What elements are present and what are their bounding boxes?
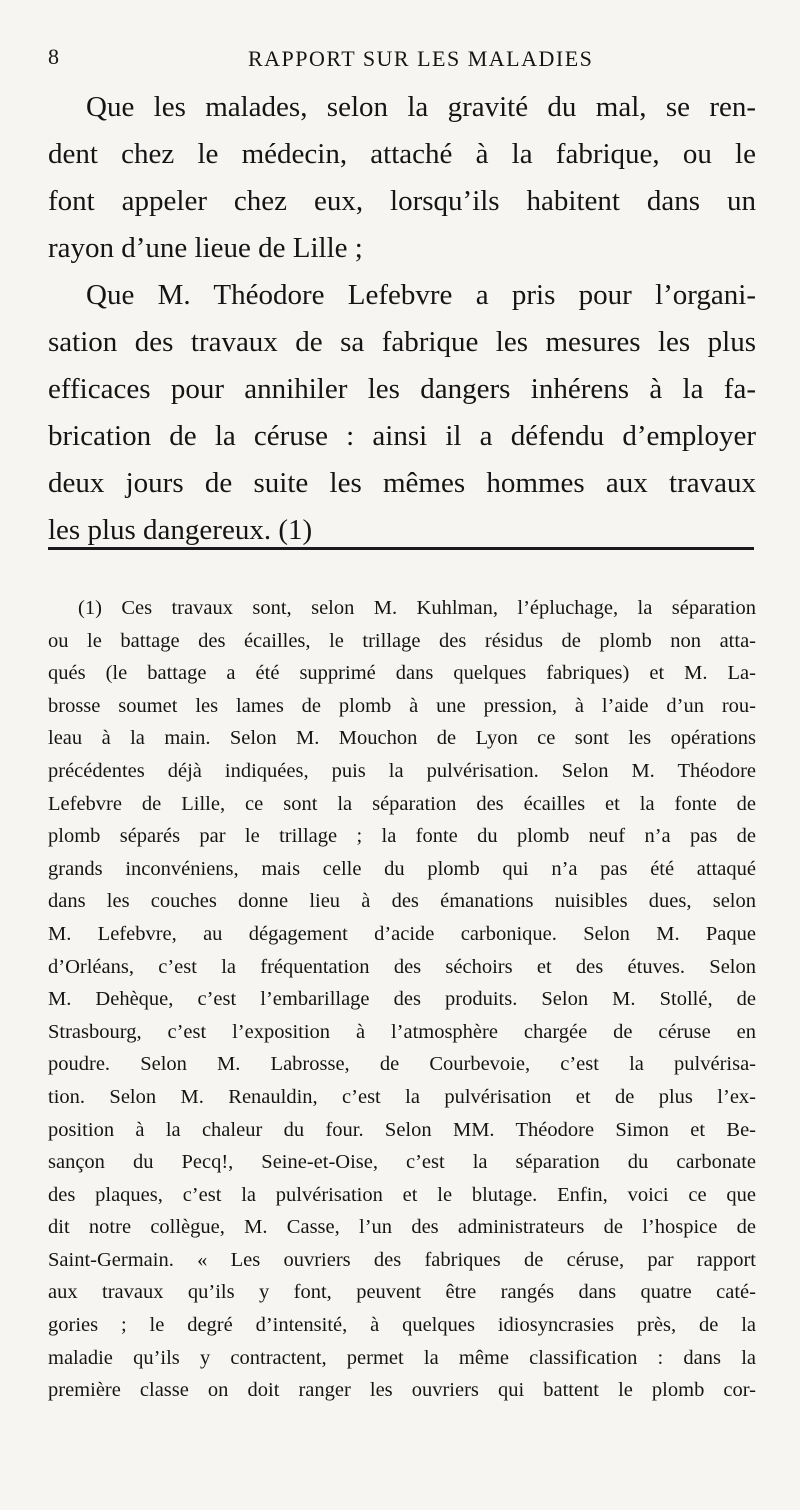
- footnote-line: qués (le battage a été supprimé dans quelques fabriques) et M. La-: [48, 662, 756, 685]
- footnote-separator-rule: [48, 547, 754, 550]
- main-text-line: Que M. Théodore Lefebvre a pris pour l’organi-: [86, 279, 756, 311]
- footnote-line: dans les couches donne lieu à des émanations nuisibles dues, selon: [48, 890, 756, 913]
- main-text-line: les plus dangereux. (1): [48, 514, 313, 546]
- running-head: RAPPORT SUR LES MALADIES: [248, 46, 594, 71]
- footnote-line: Strasbourg, c’est l’exposition à l’atmosphère chargée de céruse en: [48, 1020, 756, 1043]
- footnote: [48, 592, 756, 1407]
- footnote-line: M. Dehèque, c’est l’embarillage des produits. Selon M. Stollé, de: [48, 988, 756, 1011]
- footnote-line: grands inconvéniens, mais celle du plomb qui n’a pas été attaqué: [48, 857, 756, 880]
- page-header: [48, 44, 758, 76]
- main-text-line: font appeler chez eux, lorsqu’ils habitent dans un: [48, 185, 756, 217]
- footnote-line: maladie qu’ils y contractent, permet la même classification : dans la: [48, 1346, 756, 1369]
- main-text-line: brication de la céruse : ainsi il a défendu d’employer: [48, 420, 756, 452]
- main-text-line: rayon d’une lieue de Lille ;: [48, 232, 363, 264]
- footnote-line: des plaques, c’est la pulvérisation et le blutage. Enfin, voici ce que: [48, 1183, 756, 1206]
- footnote-line: position à la chaleur du four. Selon MM. Théodore Simon et Be-: [48, 1118, 756, 1141]
- main-text-line: efficaces pour annihiler les dangers inhérens à la fa-: [48, 373, 756, 405]
- footnote-line: ou le battage des écailles, le trillage des résidus de plomb non atta-: [48, 629, 756, 652]
- footnote-line: Saint-Germain. « Les ouvriers des fabriques de céruse, par rapport: [48, 1248, 756, 1271]
- footnote-line: brosse soumet les lames de plomb à une pression, à l’aide d’un rou-: [48, 694, 756, 717]
- footnote-line: M. Lefebvre, au dégagement d’acide carbonique. Selon M. Paque: [48, 922, 756, 945]
- footnote-line: leau à la main. Selon M. Mouchon de Lyon ce sont les opérations: [48, 727, 756, 750]
- main-text-line: sation des travaux de sa fabrique les mesures les plus: [48, 326, 756, 358]
- footnote-line: dit notre collègue, M. Casse, l’un des administrateurs de l’hospice de: [48, 1216, 756, 1239]
- main-text-line: Que les malades, selon la gravité du mal, se ren-: [86, 91, 756, 123]
- footnote-line: sançon du Pecq!, Seine-et-Oise, c’est la séparation du carbonate: [48, 1151, 756, 1174]
- footnote-line: aux travaux qu’ils y font, peuvent être rangés dans quatre caté-: [48, 1281, 756, 1304]
- page-number: 8: [48, 44, 59, 69]
- main-text-line: dent chez le médecin, attaché à la fabrique, ou le: [48, 138, 756, 170]
- footnote-line: Lefebvre de Lille, ce sont la séparation des écailles et la fonte de: [48, 792, 756, 815]
- footnote-line: d’Orléans, c’est la fréquentation des séchoirs et des étuves. Selon: [48, 955, 756, 978]
- footnote-line: première classe on doit ranger les ouvriers qui battent le plomb cor-: [48, 1379, 756, 1402]
- footnote-line: précédentes déjà indiquées, puis la pulvérisation. Selon M. Théodore: [48, 759, 756, 782]
- main-text: [48, 84, 756, 554]
- footnote-line: gories ; le degré d’intensité, à quelques idiosyncrasies près, de la: [48, 1314, 756, 1337]
- footnote-line: poudre. Selon M. Labrosse, de Courbevoie, c’est la pulvérisa-: [48, 1053, 756, 1076]
- main-text-line: deux jours de suite les mêmes hommes aux travaux: [48, 467, 756, 499]
- footnote-line: tion. Selon M. Renauldin, c’est la pulvérisation et de plus l’ex-: [48, 1085, 756, 1108]
- footnote-line: (1) Ces travaux sont, selon M. Kuhlman, l’épluchage, la séparation: [78, 597, 756, 619]
- footnote-line: plomb séparés par le trillage ; la fonte du plomb neuf n’a pas de: [48, 825, 756, 848]
